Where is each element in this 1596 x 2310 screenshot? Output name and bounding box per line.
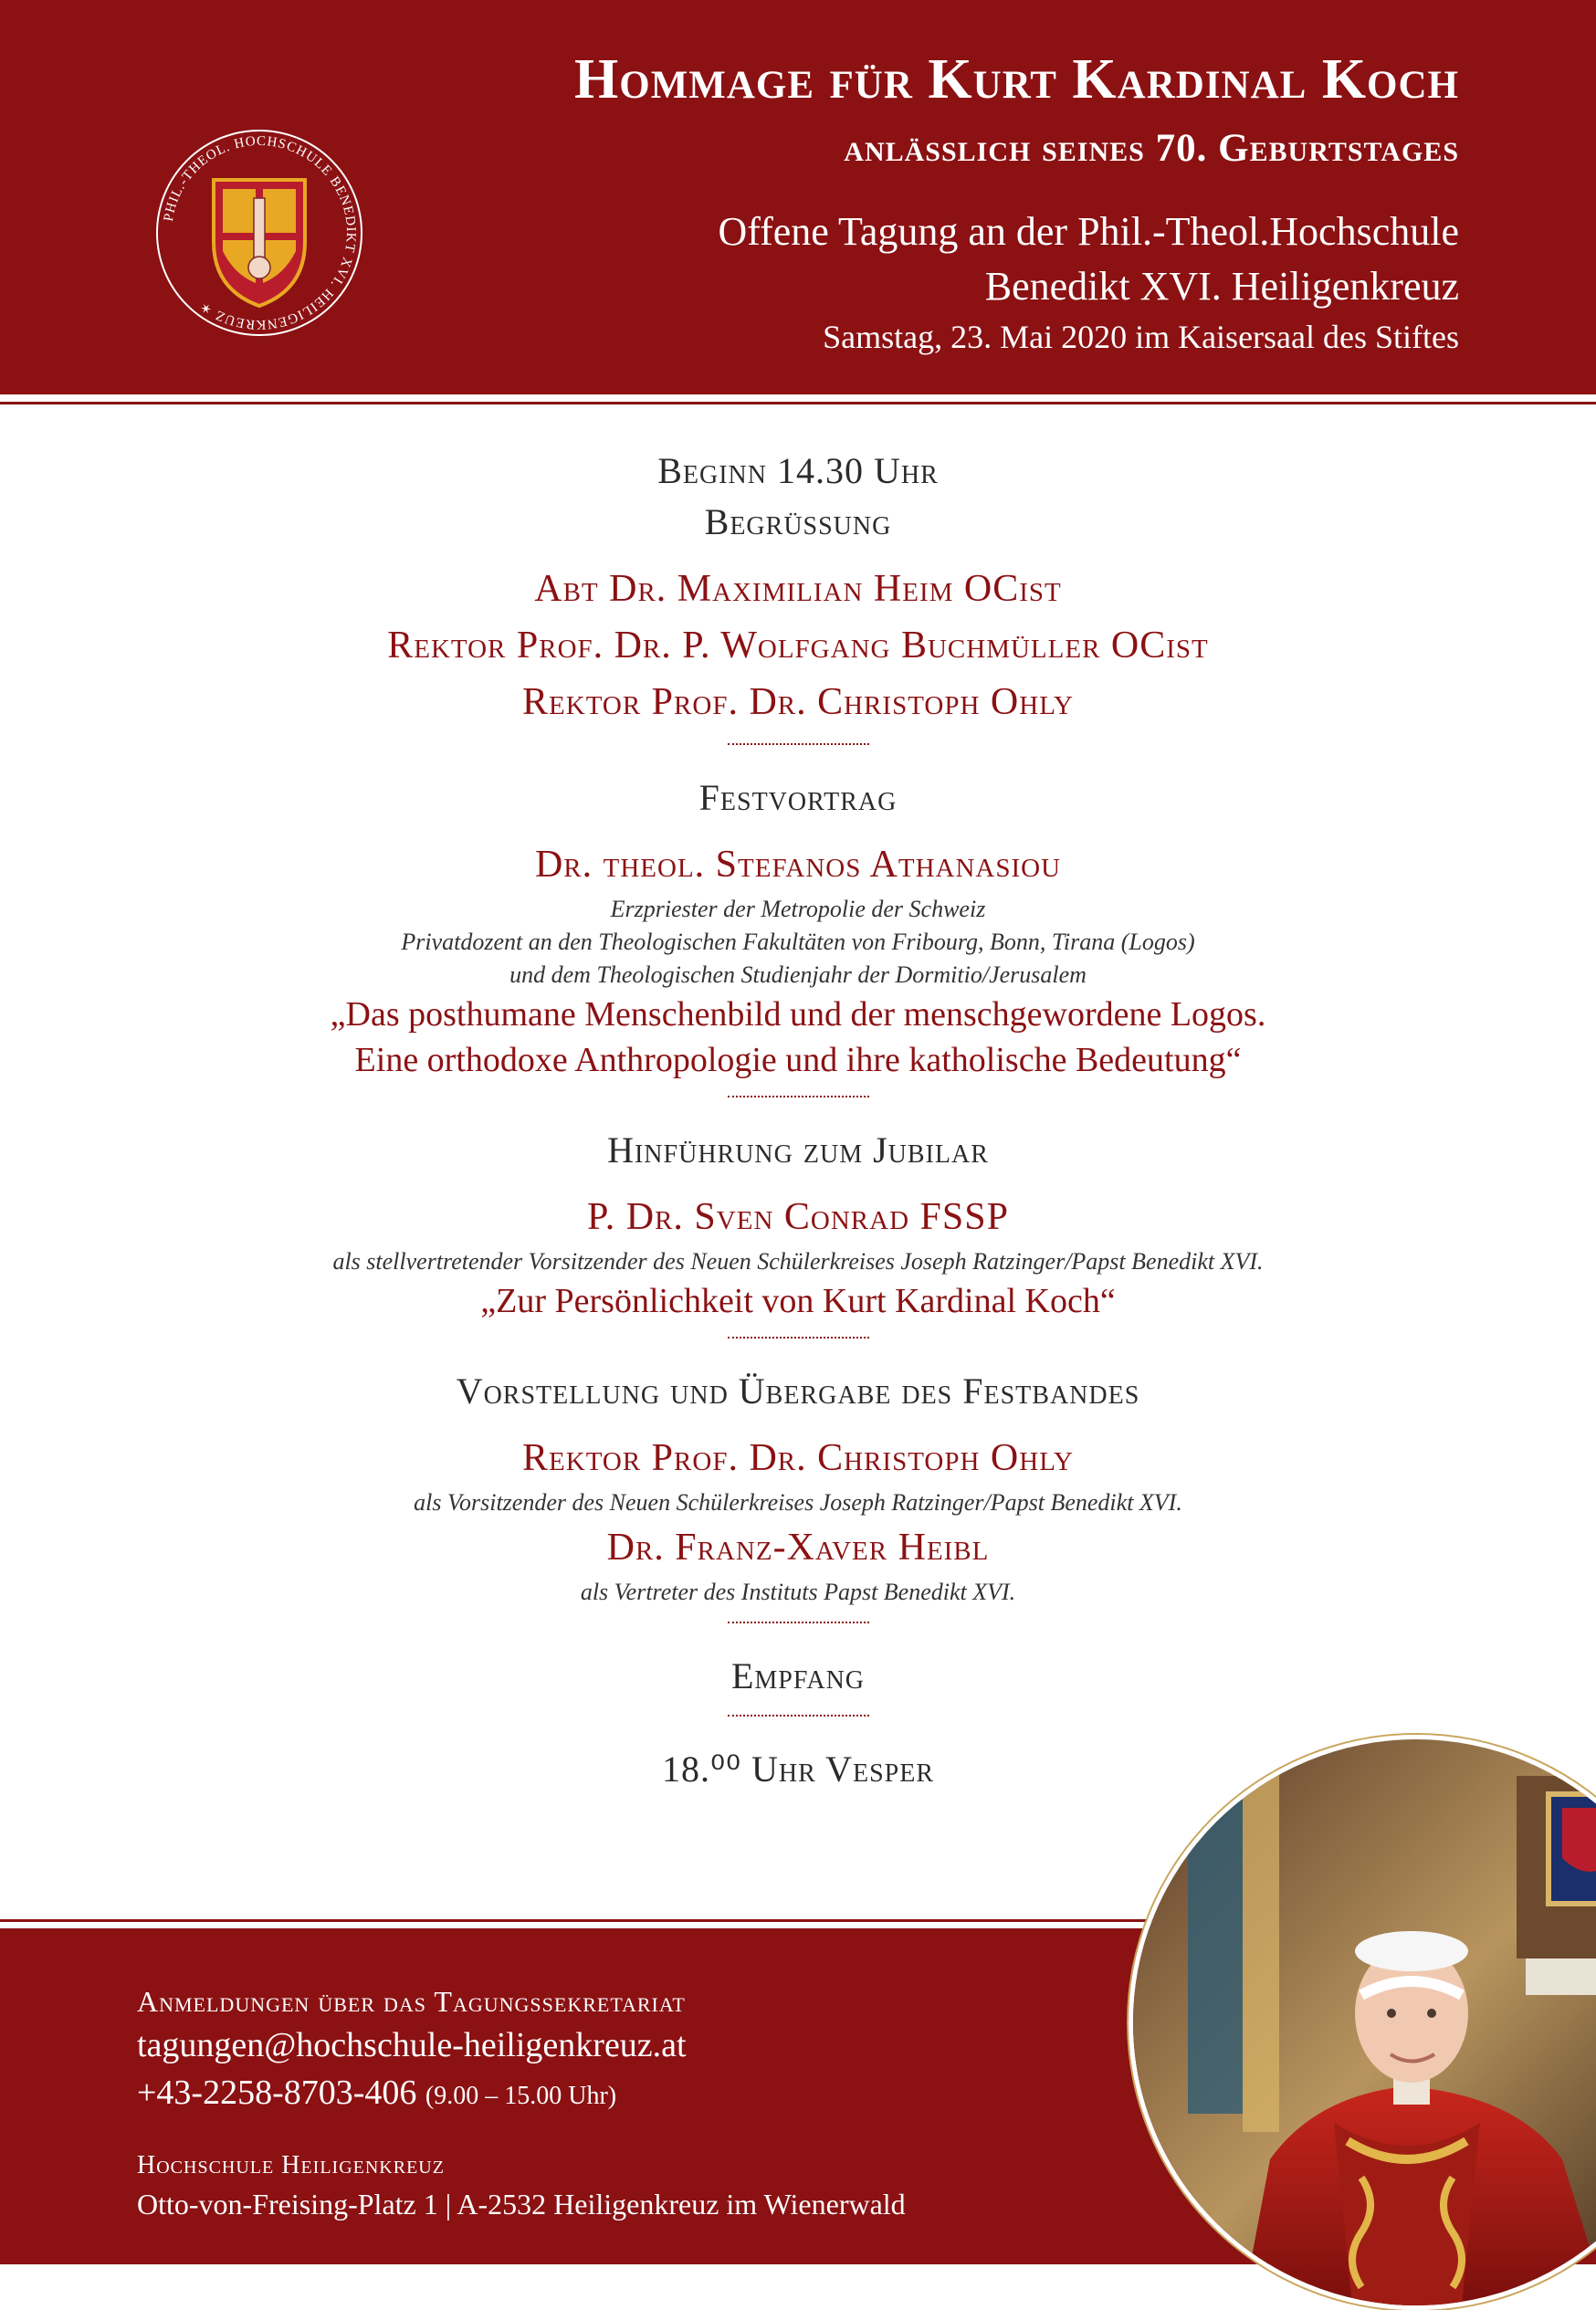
presentation-heading: Vorstellung und Übergabe des Festbandes [456,1370,1140,1412]
registration-phone [137,2073,616,2113]
event-title: Hommage für Kurt Kardinal Koch [574,48,1459,110]
begin-time: Beginn 14.30 Uhr [657,450,939,491]
program [159,446,1437,1795]
event-subtitle: anlässlich seines 70. Geburtstages [844,127,1459,170]
header-divider [0,402,1596,404]
speaker-note: als Vertreter des Instituts Papst Benedikt XVI. [580,1579,1016,1605]
office-hours: (9.00 – 15.00 Uhr) [425,2082,617,2110]
speaker-note: als stellvertretender Vorsitzender des Neuen Schülerkreises Joseph Ratzinger/Papst Benedikt XVI. [332,1248,1264,1275]
registration-heading: Anmeldungen über das Tagungssekretariat [137,1985,686,2018]
venue-line-1: Offene Tagung an der Phil.-Theol.Hochschule [718,209,1459,254]
introduction-heading: Hinführung zum Jubilar [607,1129,989,1171]
dotted-divider [728,1337,869,1339]
registration-email[interactable]: tagungen@hochschule-heiligenkreuz.at [137,2026,687,2064]
speaker-note: und dem Theologischen Studienjahr der Dormitio/Jerusalem [509,961,1087,988]
dotted-divider [728,1715,869,1717]
venue-line-2: Benedikt XVI. Heiligenkreuz [984,264,1459,309]
introduction-title: „Zur Persönlichkeit von Kurt Kardinal Koch“ [480,1282,1116,1320]
greeting-speaker: Rektor Prof. Dr. Christoph Ohly [522,681,1074,723]
vespers-time: 18.⁰⁰ Uhr Vesper [661,1748,935,1790]
lecture-title: „Das posthumane Menschenbild und der menschgewordene Logos. [330,995,1266,1034]
dotted-divider [728,743,869,745]
presentation-speaker: Dr. Franz-Xaver Heibl [606,1527,990,1569]
speaker-note: als Vorsitzender des Neuen Schülerkreises Joseph Ratzinger/Papst Benedikt XVI. [414,1489,1182,1516]
event-date: Samstag, 23. Mai 2020 im Kaisersaal des Stiftes [823,319,1459,355]
dotted-divider [728,1096,869,1097]
lecture-speaker: Dr. theol. Stefanos Athanasiou [534,844,1062,886]
institution-name: Hochschule Heiligenkreuz [137,2151,445,2179]
greeting-speaker: Rektor Prof. Dr. P. Wolfgang Buchmüller OCist [387,625,1209,667]
university-seal-icon [150,123,369,342]
speaker-note: Privatdozent an den Theologischen Fakultäten von Fribourg, Bonn, Tirana (Logos) [401,929,1195,955]
greeting-speaker: Abt Dr. Maximilian Heim OCist [534,568,1062,610]
introduction-speaker: P. Dr. Sven Conrad FSSP [587,1196,1009,1238]
lecture-title: Eine orthodoxe Anthropologie und ihre katholische Bedeutung“ [354,1041,1242,1079]
lecture-heading: Festvortrag [698,777,898,818]
reception-heading: Empfang [730,1655,866,1696]
svg-text:PHIL.-THEOL. HOCHSCHULE BENEDI: PHIL.-THEOL. HOCHSCHULE BENEDIKT XVI. HEILIGENKREUZ ✶ [161,133,359,332]
presentation-speaker: Rektor Prof. Dr. Christoph Ohly [522,1437,1074,1479]
institution-address: Otto-von-Freising-Platz 1 | A-2532 Heiligenkreuz im Wienerwald [137,2188,906,2221]
dotted-divider [728,1622,869,1623]
phone-number[interactable]: +43-2258-8703-406 [137,2074,417,2112]
greeting-heading: Begrüssung [704,501,892,542]
speaker-note: Erzpriester der Metropolie der Schweiz [610,896,986,922]
